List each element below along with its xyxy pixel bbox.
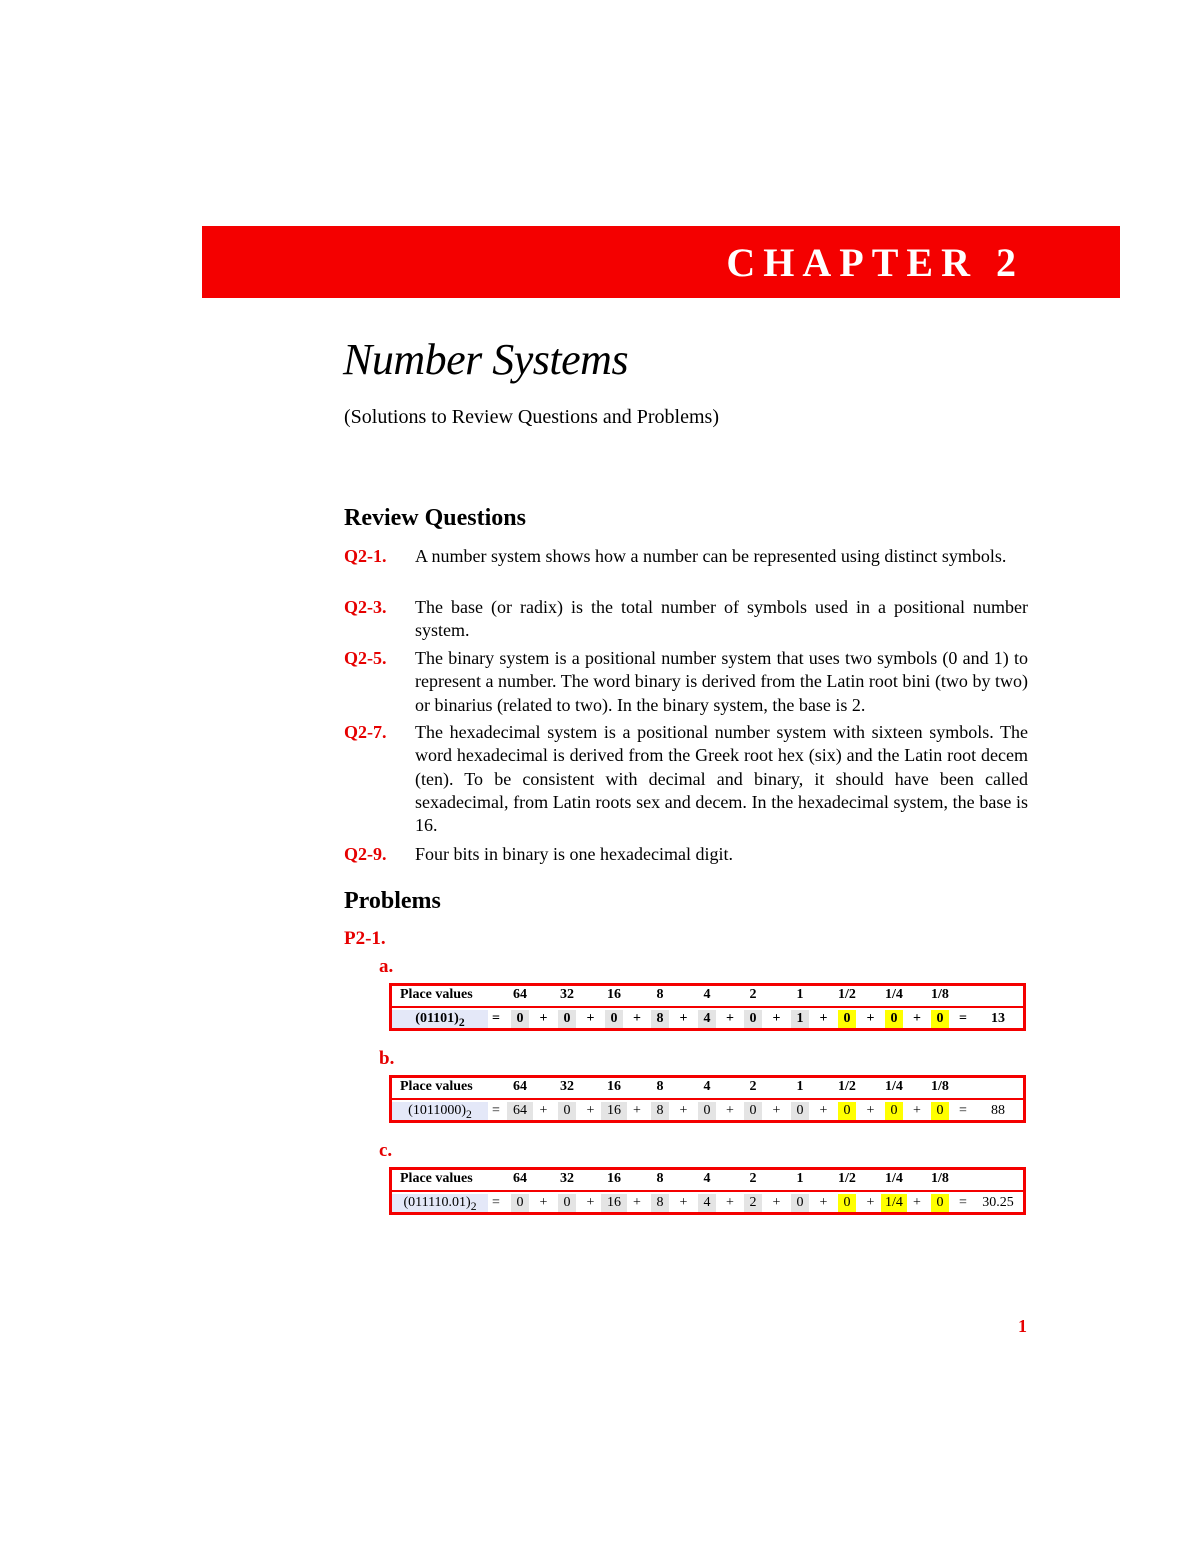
digit-term: 0 — [791, 1194, 809, 1212]
question-id: Q2-3. — [344, 597, 387, 617]
question-item — [344, 843, 1028, 866]
place-values-label: Place values — [400, 1171, 473, 1186]
plus-sign: + — [586, 1195, 595, 1210]
digit-term: 0 — [838, 1194, 856, 1212]
chapter-banner — [202, 226, 1120, 298]
digit-term: 8 — [651, 1010, 669, 1028]
place-value: 8 — [656, 1171, 664, 1186]
digit-term: 8 — [651, 1194, 669, 1212]
plus-sign: + — [633, 1011, 641, 1026]
equals-sign: = — [492, 1195, 500, 1210]
place-value: 2 — [749, 987, 757, 1002]
review-questions-heading: Review Questions — [344, 505, 526, 531]
plus-sign: + — [726, 1103, 734, 1118]
digit-term: 16 — [601, 1194, 627, 1212]
digit-term: 0 — [838, 1102, 856, 1120]
binary-number — [392, 1010, 488, 1028]
place-value-table-b — [389, 1075, 1026, 1123]
place-value: 1/8 — [931, 987, 949, 1002]
place-value: 1/4 — [885, 1171, 903, 1186]
digit-term: 0 — [838, 1010, 856, 1028]
plus-sign: + — [726, 1011, 734, 1026]
question-answer: Four bits in binary is one hexadecimal digit. — [415, 844, 733, 864]
plus-sign: + — [913, 1011, 921, 1026]
digit-term: 0 — [558, 1102, 576, 1120]
place-value: 16 — [607, 1171, 621, 1186]
digit-term: 0 — [885, 1010, 903, 1028]
place-value: 1/8 — [931, 1171, 949, 1186]
plus-sign: + — [633, 1195, 641, 1210]
place-value: 16 — [607, 987, 621, 1002]
place-value: 8 — [656, 987, 664, 1002]
digit-term: 0 — [931, 1102, 949, 1120]
place-value: 1 — [796, 1079, 804, 1094]
expansion-row — [392, 1192, 1023, 1214]
digit-term: 0 — [698, 1102, 716, 1120]
plus-sign: + — [866, 1195, 875, 1210]
decimal-result: 30.25 — [982, 1195, 1014, 1210]
place-value: 1/4 — [885, 987, 903, 1002]
plus-sign: + — [726, 1195, 734, 1210]
problem-id: P2-1. — [344, 928, 386, 949]
question-id: Q2-5. — [344, 648, 387, 668]
equals-sign: = — [959, 1103, 967, 1118]
question-id: Q2-7. — [344, 722, 387, 742]
question-answer: The binary system is a positional number system that uses two symbols (0 and 1) to represent a number. The word binary is derived from the Latin root bini (two by two) or binarius (related to two). In the binary system, the base is 2. — [415, 648, 1028, 715]
place-value: 4 — [703, 1079, 711, 1094]
number-base: 2 — [458, 1015, 465, 1029]
place-value: 2 — [749, 1079, 757, 1094]
plus-sign: + — [586, 1103, 595, 1118]
chapter-title: Number Systems — [343, 335, 629, 384]
digit-term: 0 — [931, 1010, 949, 1028]
place-value: 2 — [749, 1171, 757, 1186]
place-values-row — [392, 1170, 1023, 1192]
equals-sign: = — [959, 1195, 967, 1210]
equals-sign: = — [492, 1103, 500, 1118]
place-value: 1/4 — [885, 1079, 903, 1094]
place-value-table-c — [389, 1167, 1026, 1215]
plus-sign: + — [679, 1103, 688, 1118]
plus-sign: + — [539, 1103, 548, 1118]
place-value-table-a — [389, 983, 1026, 1031]
place-value: 32 — [560, 987, 574, 1002]
place-value: 1/2 — [838, 987, 856, 1002]
question-answer: The hexadecimal system is a positional number system with sixteen symbols. The word hexadecimal is derived from the Greek root hex (six) and the Latin root decem (ten). To be consistent with decimal and binary, it should have been called sexadecimal, from Latin roots sex and decem. In the hexadecimal system, the base is 16. — [415, 722, 1028, 836]
part-label-b: b. — [379, 1048, 395, 1069]
chapter-label: CHAPTER 2 — [726, 240, 1024, 285]
digit-term: 0 — [558, 1194, 576, 1212]
page-number: 1 — [1018, 1316, 1027, 1336]
digit-term: 4 — [698, 1194, 716, 1212]
digit-term: 2 — [744, 1194, 762, 1212]
plus-sign: + — [819, 1195, 828, 1210]
plus-sign: + — [819, 1011, 828, 1026]
place-value: 1/8 — [931, 1079, 949, 1094]
digit-term: 0 — [744, 1010, 762, 1028]
part-label-c: c. — [379, 1140, 393, 1161]
expansion-row — [392, 1008, 1023, 1030]
plus-sign: + — [866, 1011, 875, 1026]
digit-term: 0 — [511, 1194, 529, 1212]
question-item — [344, 545, 1028, 568]
binary-number — [392, 1194, 488, 1212]
place-value: 64 — [513, 1079, 527, 1094]
binary-number — [392, 1102, 488, 1120]
question-item — [344, 647, 1028, 717]
digit-term: 0 — [558, 1010, 576, 1028]
place-value: 1/2 — [838, 1171, 856, 1186]
decimal-result: 13 — [991, 1011, 1005, 1026]
plus-sign: + — [539, 1195, 548, 1210]
binary-digits: (1011000) — [408, 1103, 466, 1118]
plus-sign: + — [772, 1195, 781, 1210]
place-values-label: Place values — [400, 1079, 473, 1094]
plus-sign: + — [679, 1195, 688, 1210]
plus-sign: + — [772, 1103, 781, 1118]
place-values-row — [392, 1078, 1023, 1100]
chapter-subtitle: (Solutions to Review Questions and Problems) — [344, 406, 719, 428]
place-value: 4 — [703, 987, 711, 1002]
part-label-a: a. — [379, 956, 394, 977]
problems-heading: Problems — [344, 888, 441, 914]
digit-term: 64 — [507, 1102, 533, 1120]
equals-sign: = — [492, 1011, 500, 1026]
plus-sign: + — [913, 1103, 921, 1118]
question-answer: A number system shows how a number can be represented using distinct symbols. — [415, 546, 1007, 566]
plus-sign: + — [913, 1195, 921, 1210]
digit-term: 0 — [791, 1102, 809, 1120]
place-value: 8 — [656, 1079, 664, 1094]
plus-sign: + — [819, 1103, 828, 1118]
plus-sign: + — [586, 1011, 595, 1026]
digit-term: 0 — [744, 1102, 762, 1120]
question-item — [344, 721, 1028, 837]
digit-term: 1 — [791, 1010, 809, 1028]
place-value: 64 — [513, 1171, 527, 1186]
place-value: 1 — [796, 1171, 804, 1186]
place-value: 16 — [607, 1079, 621, 1094]
place-values-row — [392, 986, 1023, 1008]
expansion-row — [392, 1100, 1023, 1122]
digit-term: 4 — [698, 1010, 716, 1028]
digit-term: 0 — [605, 1010, 623, 1028]
question-answer: The base (or radix) is the total number of symbols used in a positional number system. — [415, 597, 1028, 641]
digit-term: 0 — [931, 1194, 949, 1212]
plus-sign: + — [866, 1103, 875, 1118]
digit-term: 8 — [651, 1102, 669, 1120]
number-base: 2 — [465, 1107, 472, 1121]
place-value: 1 — [796, 987, 804, 1002]
place-value: 32 — [560, 1079, 574, 1094]
place-value: 64 — [513, 987, 527, 1002]
plus-sign: + — [539, 1011, 548, 1026]
decimal-result: 88 — [991, 1103, 1005, 1118]
question-id: Q2-1. — [344, 546, 387, 566]
plus-sign: + — [633, 1103, 641, 1118]
binary-digits: (01101) — [415, 1011, 459, 1026]
place-value: 4 — [703, 1171, 711, 1186]
digit-term: 0 — [885, 1102, 903, 1120]
digit-term: 16 — [601, 1102, 627, 1120]
equals-sign: = — [959, 1011, 967, 1026]
place-value: 32 — [560, 1171, 574, 1186]
question-id: Q2-9. — [344, 844, 387, 864]
number-base: 2 — [470, 1199, 477, 1213]
digit-term: 0 — [511, 1010, 529, 1028]
plus-sign: + — [679, 1011, 688, 1026]
question-item — [344, 596, 1028, 643]
plus-sign: + — [772, 1011, 781, 1026]
digit-term: 1/4 — [881, 1194, 907, 1212]
binary-digits: (011110.01) — [403, 1195, 471, 1210]
place-values-label: Place values — [400, 987, 473, 1002]
place-value: 1/2 — [838, 1079, 856, 1094]
